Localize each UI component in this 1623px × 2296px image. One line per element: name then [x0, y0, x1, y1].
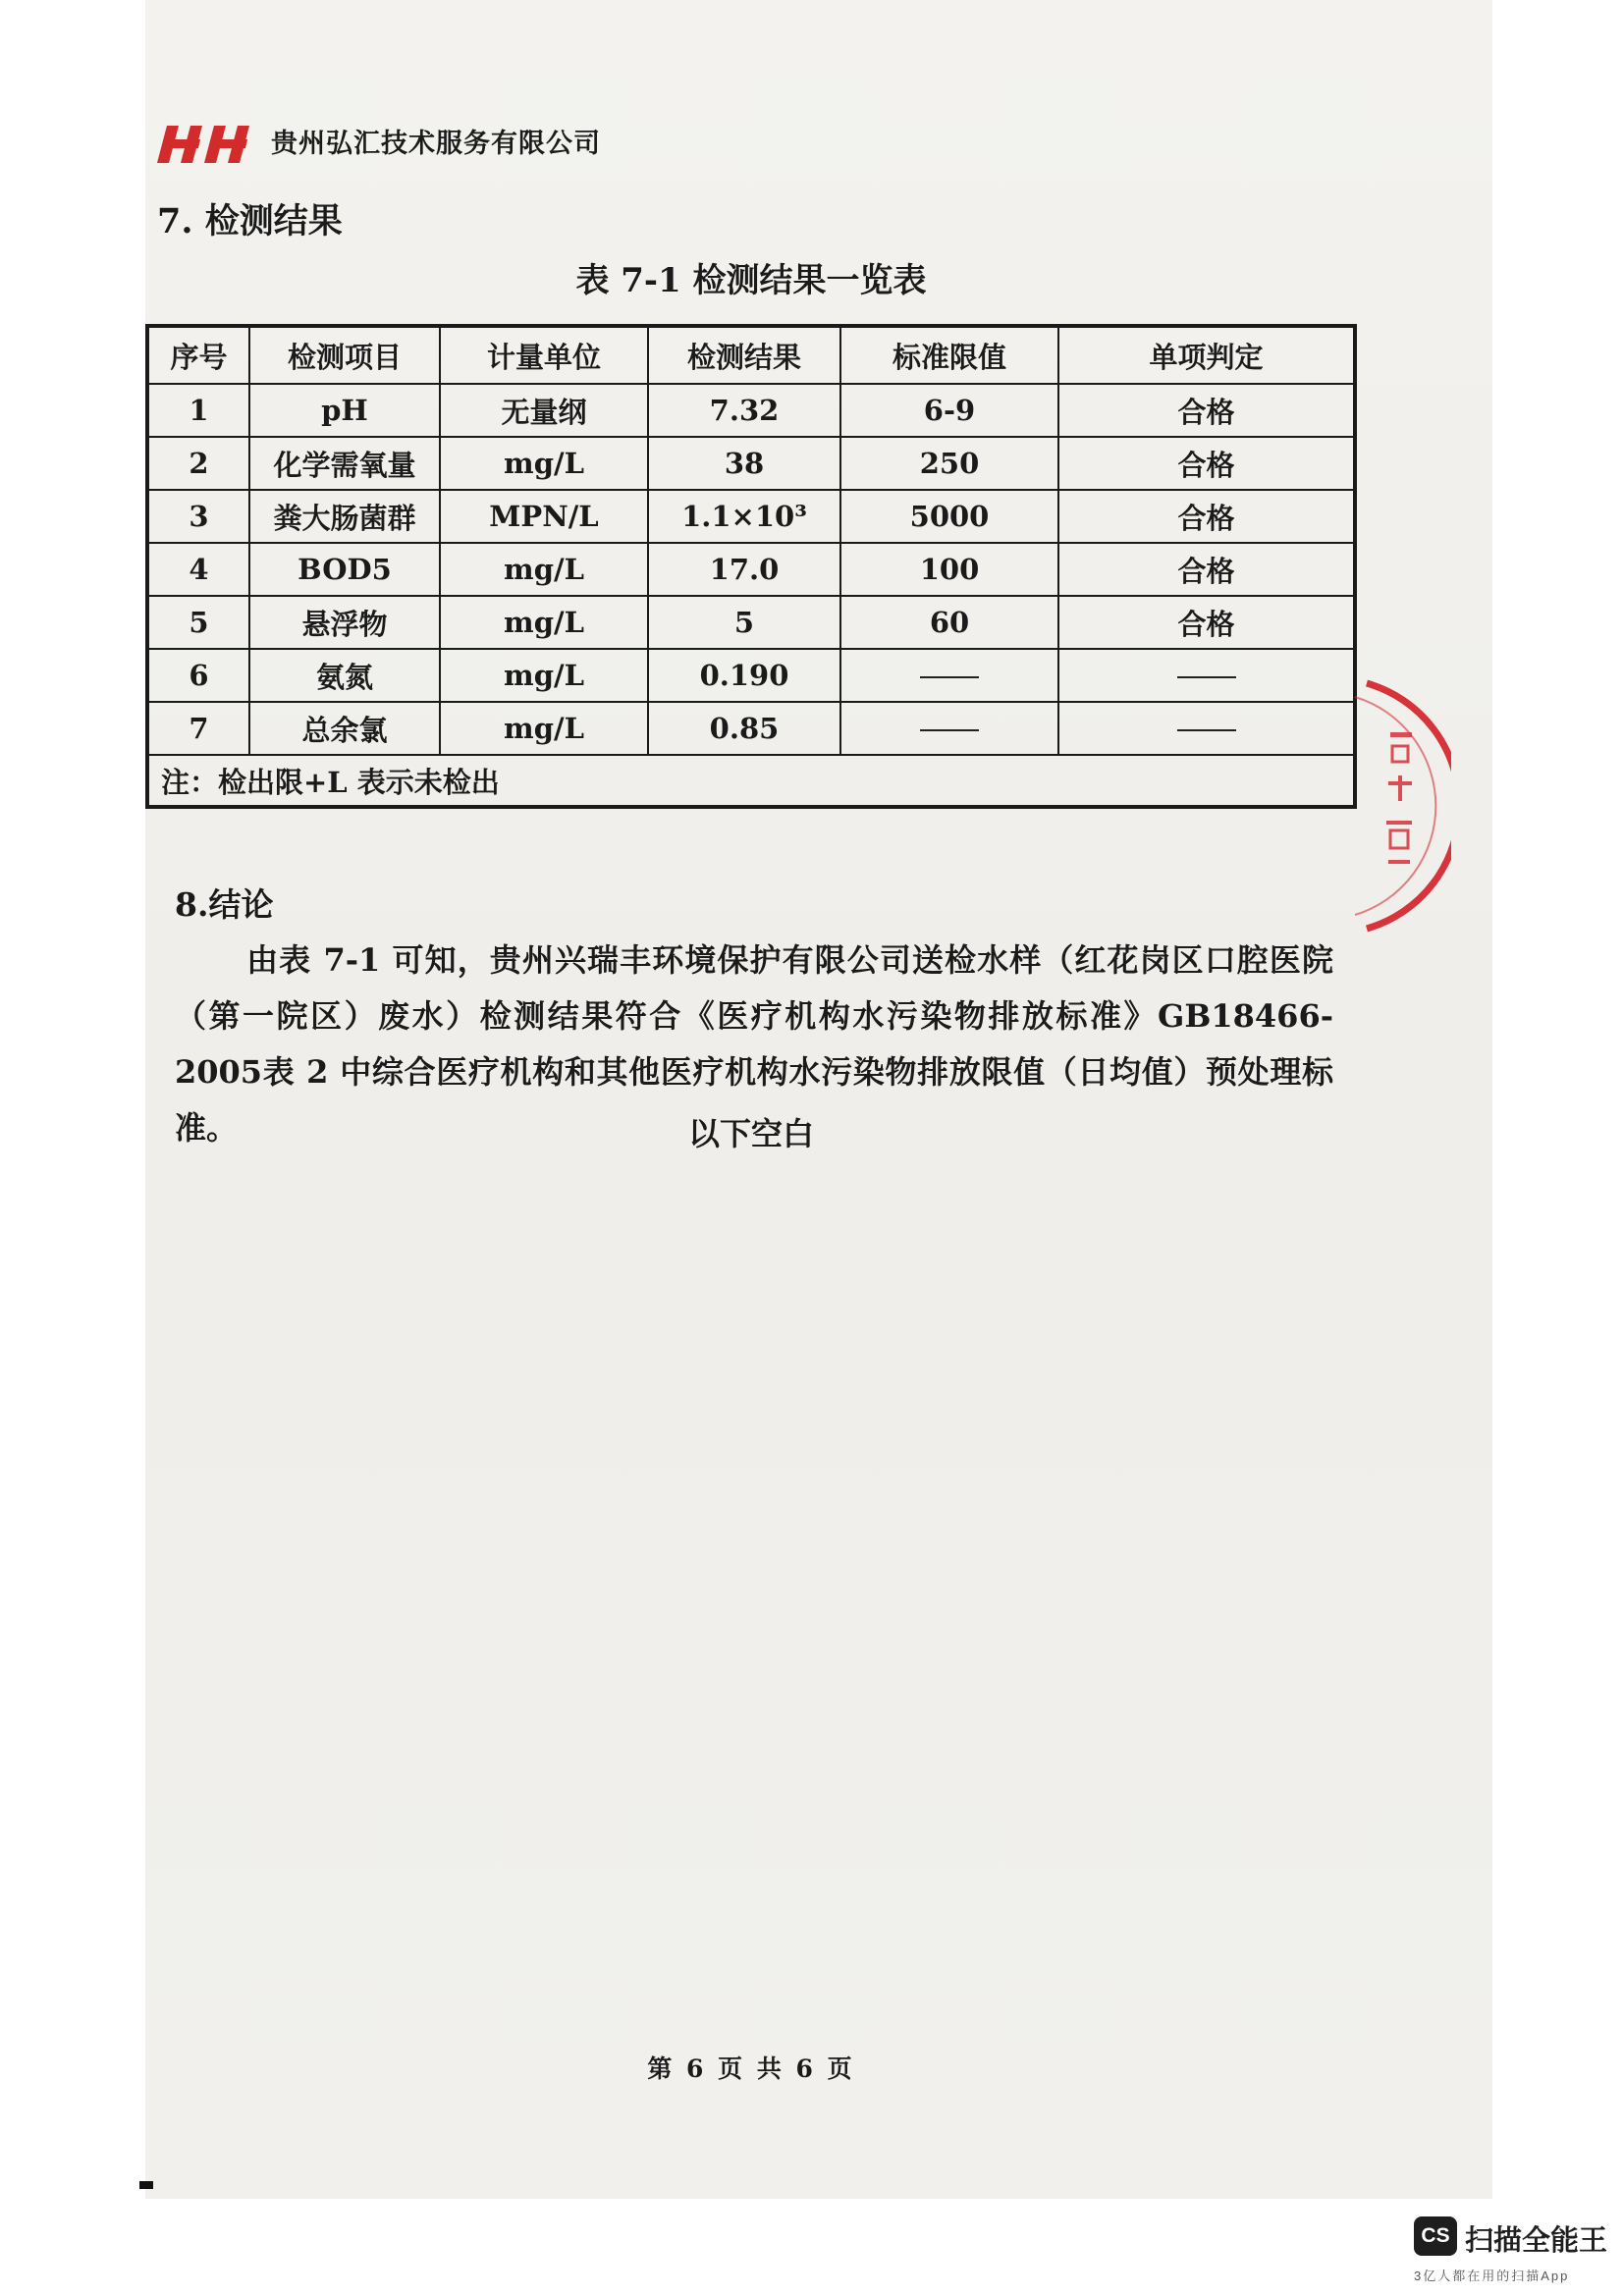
cell-item: BOD5 [249, 543, 440, 596]
cell-index: 7 [147, 702, 249, 755]
company-seal-icon [1353, 673, 1451, 938]
cell-limit-empty [840, 649, 1058, 702]
cell-result: 0.190 [648, 649, 840, 702]
camscanner-icon: CS [1414, 2216, 1457, 2256]
cell-index: 5 [147, 596, 249, 649]
cell-index: 1 [147, 384, 249, 437]
dash-line [1177, 729, 1236, 731]
results-table [145, 324, 1357, 809]
cell-result: 5 [648, 596, 840, 649]
cell-limit: 60 [840, 596, 1058, 649]
dash-line [920, 729, 979, 731]
cell-unit: mg/L [440, 649, 648, 702]
cell-unit: 无量纲 [440, 384, 648, 437]
cell-item: 总余氯 [249, 702, 440, 755]
cell-judgement: 合格 [1058, 384, 1355, 437]
table-row [147, 649, 1355, 702]
cell-index: 6 [147, 649, 249, 702]
table-caption: 表 7-1 检测结果一览表 [575, 261, 927, 300]
table-note-row [147, 755, 1355, 807]
cell-result: 0.85 [648, 702, 840, 755]
table-header-row [147, 326, 1355, 384]
cell-judgement: 合格 [1058, 437, 1355, 490]
col-header-index: 序号 [147, 326, 249, 384]
cell-item: pH [249, 384, 440, 437]
section-8-title: 8.结论 [175, 885, 274, 924]
cell-limit-empty [840, 702, 1058, 755]
cell-unit: mg/L [440, 596, 648, 649]
table-row [147, 384, 1355, 437]
cell-result: 1.1×10³ [648, 490, 840, 543]
cell-judgement: 合格 [1058, 596, 1355, 649]
table-note: 注：检出限+L 表示未检出 [147, 755, 1355, 807]
cell-item: 粪大肠菌群 [249, 490, 440, 543]
cell-index: 4 [147, 543, 249, 596]
conclusion-text: 由表 7-1 可知，贵州兴瑞丰环境保护有限公司送检水样（红花岗区口腔医院（第一院区）废水）检测结果符合《医疗机构水污染物排放标准》GB18466-2005表 2 中综合医疗机构和其他医疗机构水污染物排放限值（日均值）预处理标准。 [175, 941, 1333, 1147]
cell-judgement: 合格 [1058, 490, 1355, 543]
blank-below-note: 以下空白 [687, 1115, 814, 1152]
scanner-tagline: 3亿人都在用的扫描App [1414, 2269, 1570, 2283]
cell-index: 2 [147, 437, 249, 490]
table-row [147, 702, 1355, 755]
table-row [147, 596, 1355, 649]
cell-judgement-empty [1058, 702, 1355, 755]
dash-line [920, 676, 979, 678]
cell-item: 悬浮物 [249, 596, 440, 649]
company-name: 贵州弘汇技术服务有限公司 [271, 129, 601, 159]
col-header-item: 检测项目 [249, 326, 440, 384]
scan-edge-mark [139, 2181, 153, 2189]
cell-unit: mg/L [440, 543, 648, 596]
cell-judgement-empty [1058, 649, 1355, 702]
table-row [147, 490, 1355, 543]
cell-result: 7.32 [648, 384, 840, 437]
table-row [147, 543, 1355, 596]
page-number: 第 6 页 共 6 页 [647, 2055, 855, 2083]
cell-item: 化学需氧量 [249, 437, 440, 490]
cell-unit: mg/L [440, 702, 648, 755]
cell-judgement: 合格 [1058, 543, 1355, 596]
cell-result: 17.0 [648, 543, 840, 596]
cell-unit: MPN/L [440, 490, 648, 543]
col-header-unit: 计量单位 [440, 326, 648, 384]
cell-index: 3 [147, 490, 249, 543]
dash-line [1177, 676, 1236, 678]
cell-limit: 250 [840, 437, 1058, 490]
company-logo-icon [157, 120, 261, 167]
col-header-limit: 标准限值 [840, 326, 1058, 384]
section-7-title: 7. 检测结果 [157, 201, 343, 241]
cell-limit: 5000 [840, 490, 1058, 543]
cell-item: 氨氮 [249, 649, 440, 702]
cell-unit: mg/L [440, 437, 648, 490]
table-row [147, 437, 1355, 490]
col-header-judgement: 单项判定 [1058, 326, 1355, 384]
col-header-result: 检测结果 [648, 326, 840, 384]
scanner-app-name: 扫描全能王 [1465, 2225, 1608, 2257]
cell-limit: 100 [840, 543, 1058, 596]
cell-result: 38 [648, 437, 840, 490]
cell-limit: 6-9 [840, 384, 1058, 437]
